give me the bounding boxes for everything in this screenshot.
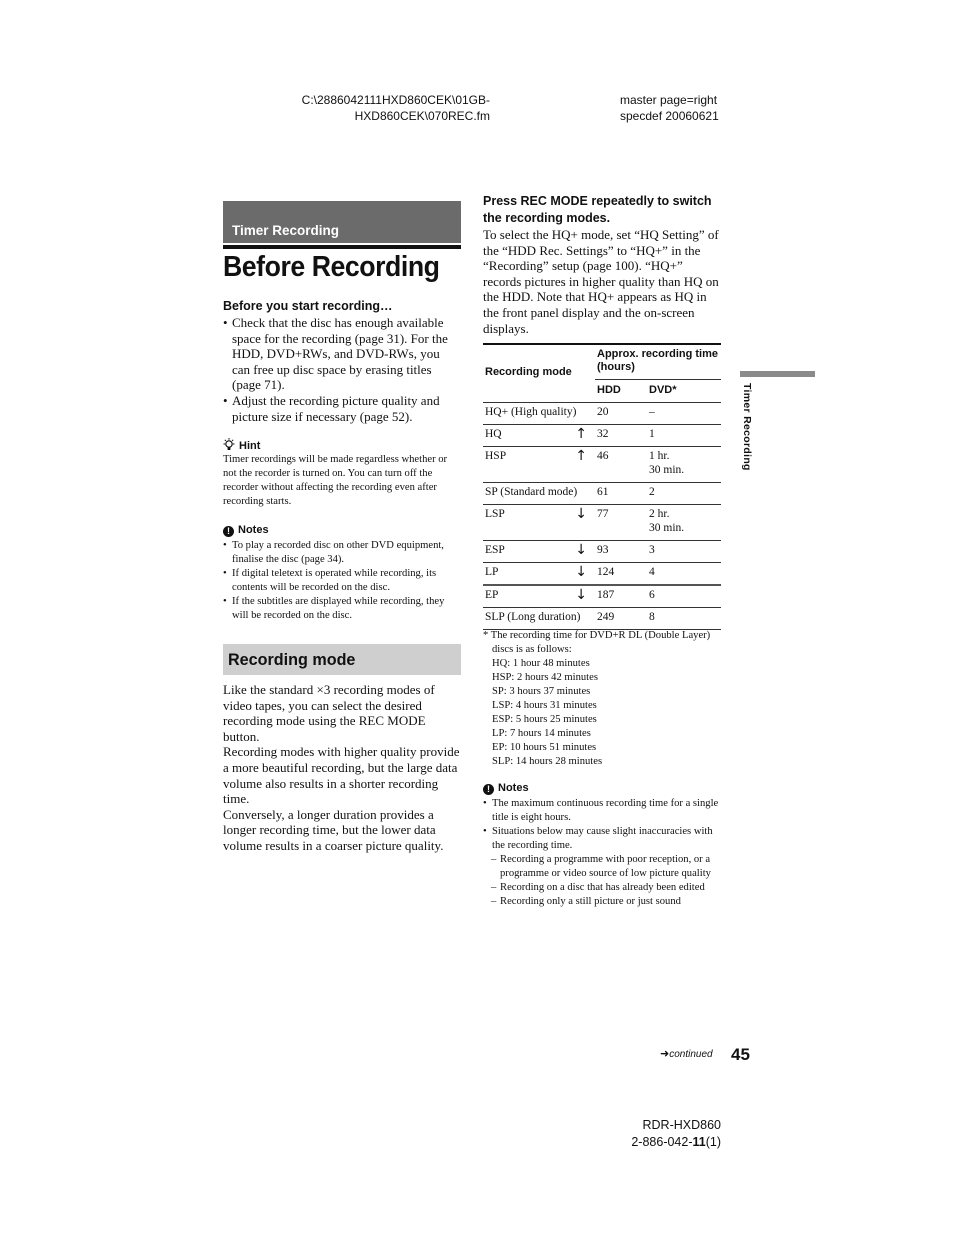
notes-title-2: Notes	[498, 782, 529, 794]
arrow-down-icon: ↓	[575, 542, 587, 558]
hdd-cell: 124	[595, 563, 647, 586]
list-item: • Adjust the recording picture quality and picture size if necessary (page 52).	[223, 393, 461, 424]
dvd-value-line-1: 2 hr.	[649, 508, 670, 520]
list-item: – Recording a programme with poor reception, or a programme or video source of low picture quality	[491, 853, 723, 881]
footnote-line: SLP: 14 hours 28 minutes	[492, 756, 603, 767]
table-row	[483, 541, 721, 563]
hdd-cell: 93	[595, 541, 647, 563]
press-rec-block	[483, 193, 723, 336]
list-item: • If the subtitles are displayed while recording, they will be recorded on the disc.	[223, 595, 461, 623]
dvd-cell: –	[647, 403, 721, 425]
table-row	[483, 585, 721, 608]
caution-icon: !	[483, 784, 494, 795]
hdd-cell: 32	[595, 425, 647, 447]
before-start-heading: Before you start recording…	[223, 299, 393, 313]
mode-cell	[483, 563, 595, 586]
mode-name: EP	[485, 589, 499, 601]
dvd-cell: 3	[647, 541, 721, 563]
dvd-cell: 2	[647, 483, 721, 505]
paragraph: Conversely, a longer duration provides a longer recording time, but the lower data volume results in a coarser picture quality.	[223, 806, 444, 853]
arrow-down-icon: ↓	[575, 587, 587, 603]
mode-name: LSP	[485, 508, 505, 520]
mode-name: LP	[485, 566, 499, 578]
dvd-cell: 4	[647, 563, 721, 586]
mode-name: HSP	[485, 450, 507, 462]
hdd-cell: 46	[595, 447, 647, 483]
part-code-prefix: 2-886-042-	[631, 1135, 693, 1149]
dvd-cell: 6	[647, 585, 721, 608]
recording-table	[483, 345, 721, 630]
mode-name: SLP (Long duration)	[485, 611, 581, 623]
notes-title-1: Notes	[238, 524, 269, 536]
footnote-line: SP: 3 hours 37 minutes	[492, 686, 591, 697]
footnote-line: LSP: 4 hours 31 minutes	[492, 700, 597, 711]
mode-cell	[483, 541, 595, 563]
continued-note	[660, 1047, 713, 1060]
dvd-value-line-2: 30 min.	[649, 464, 685, 476]
notes-sublist-2	[483, 853, 723, 909]
master-page-line-2: specdef 20060621	[620, 109, 719, 123]
table-row	[483, 563, 721, 586]
model-name: RDR-HXD860	[642, 1118, 721, 1132]
arrow-right-icon: ➜	[660, 1047, 670, 1060]
mode-name: HQ	[485, 428, 502, 440]
dvd-value-line-2: 30 min.	[649, 522, 685, 534]
footnote-line: HSP: 2 hours 42 minutes	[492, 672, 598, 683]
hint-block	[223, 438, 461, 509]
section-label: Timer Recording	[232, 223, 340, 238]
press-rec-text: To select the HQ+ mode, set “HQ Setting” of the “HDD Rec. Settings” to “HQ+” in the “Recording” setup (page 100). “HQ+” records pictures in higher quality than HQ on the HDD. Note that HQ+ appears as HQ in the front panel display and the on-screen displays.	[483, 227, 719, 336]
mode-cell	[483, 505, 595, 541]
part-code-bold: 11	[692, 1135, 706, 1149]
footnote-intro: * The recording time for DVD+R DL (Double Layer) discs is as follows:	[483, 630, 711, 655]
master-page-line-1: master page=right	[620, 93, 718, 107]
caution-icon: !	[223, 526, 234, 537]
mode-cell	[483, 403, 595, 425]
table-row	[483, 483, 721, 505]
mode-name: SP (Standard mode)	[485, 486, 578, 498]
list-item: • The maximum continuous recording time for a single title is eight hours.	[483, 797, 723, 825]
hint-heading	[223, 438, 461, 452]
list-item: • Check that the disc has enough available space for the recording (page 31). For the HDD, DVD+RWs, and DVD-RWs, you can free up disc space by erasing titles (page 71).	[223, 315, 461, 393]
dvd-cell: 1	[647, 425, 721, 447]
file-path-line-2: HXD860CEK\070REC.fm	[354, 109, 490, 123]
list-item: – Recording on a disc that has already been edited	[491, 881, 723, 895]
notes-list-2	[483, 797, 723, 853]
table-row	[483, 425, 721, 447]
model-info	[620, 1117, 721, 1151]
recording-time-table	[483, 343, 721, 630]
arrow-up-icon: ↑	[575, 448, 587, 464]
footnote-line: HQ: 1 hour 48 minutes	[492, 658, 590, 669]
mode-cell	[483, 447, 595, 483]
continued-label: continued	[669, 1049, 713, 1060]
table-row	[483, 447, 721, 483]
dvd-cell: 8	[647, 608, 721, 630]
col-time-header: Approx. recording time (hours)	[595, 345, 721, 380]
page-title: Before Recording	[223, 251, 440, 283]
mode-cell	[483, 425, 595, 447]
notes-heading-1	[223, 524, 461, 537]
section-bar	[223, 201, 461, 243]
col-mode-header: Recording mode	[483, 345, 595, 403]
list-item: – Recording only a still picture or just sound	[491, 895, 723, 909]
mode-cell	[483, 608, 595, 630]
before-start-list	[223, 315, 461, 424]
hdd-cell: 187	[595, 585, 647, 608]
hdd-cell: 61	[595, 483, 647, 505]
dvd-cell	[647, 505, 721, 541]
notes-list-1	[223, 539, 461, 623]
footnote-lines	[483, 657, 723, 769]
mode-cell	[483, 585, 595, 608]
mode-name: ESP	[485, 544, 505, 556]
recording-mode-text	[223, 682, 461, 854]
footnote-line: LP: 7 hours 14 minutes	[492, 728, 591, 739]
mode-cell	[483, 483, 595, 505]
hdd-cell: 249	[595, 608, 647, 630]
paragraph: Like the standard ×3 recording modes of video tapes, you can select the desired recording mode using the REC MODE button.	[223, 682, 435, 744]
hint-title: Hint	[239, 440, 261, 452]
section-rule	[223, 245, 461, 249]
col-hdd-header: HDD	[595, 380, 647, 403]
master-page-header	[620, 92, 719, 124]
notes-block-2	[483, 782, 723, 909]
hdd-cell: 20	[595, 403, 647, 425]
list-item: • Situations below may cause slight inaccuracies with the recording time.	[483, 825, 723, 853]
file-path-line-1: C:\2886042111HXD860CEK\01GB-	[301, 93, 490, 107]
page-number: 45	[731, 1045, 750, 1064]
arrow-up-icon: ↑	[575, 426, 587, 442]
hint-text: Timer recordings will be made regardless whether or not the recorder is turned on. You can turn off the recorder without affecting the recording even after recording starts.	[223, 454, 448, 507]
table-row	[483, 608, 721, 630]
footnote-line: EP: 10 hours 51 minutes	[492, 742, 597, 753]
table-row	[483, 403, 721, 425]
recording-mode-heading: Recording mode	[228, 650, 356, 669]
footnote-line: ESP: 5 hours 25 minutes	[492, 714, 597, 725]
footnote-block	[483, 629, 723, 769]
list-item: • To play a recorded disc on other DVD equipment, finalise the disc (page 34).	[223, 539, 461, 567]
recording-mode-box	[223, 644, 461, 675]
arrow-down-icon: ↓	[575, 506, 587, 522]
hdd-cell: 77	[595, 505, 647, 541]
side-tab-bar	[740, 371, 815, 377]
notes-heading-2	[483, 782, 723, 795]
file-path-header	[280, 92, 490, 124]
list-item: • If digital teletext is operated while recording, its contents will be recorded on the disc.	[223, 567, 461, 595]
notes-block-1	[223, 524, 461, 623]
dvd-cell	[647, 447, 721, 483]
paragraph: Recording modes with higher quality provide a more beautiful recording, but the large data volume also results in a shorter recording time.	[223, 744, 460, 807]
table-row	[483, 505, 721, 541]
mode-name: HQ+ (High quality)	[485, 406, 577, 418]
press-rec-heading: Press REC MODE repeatedly to switch the recording modes.	[483, 194, 712, 225]
arrow-down-icon: ↓	[575, 564, 587, 580]
side-tab-label: Timer Recording	[741, 383, 753, 471]
lightbulb-icon	[223, 438, 235, 451]
before-start-block	[223, 299, 461, 424]
part-code	[620, 1134, 721, 1151]
col-dvd-header: DVD*	[647, 380, 721, 403]
dvd-value-line-1: 1 hr.	[649, 450, 670, 462]
part-code-suffix: (1)	[705, 1135, 721, 1149]
